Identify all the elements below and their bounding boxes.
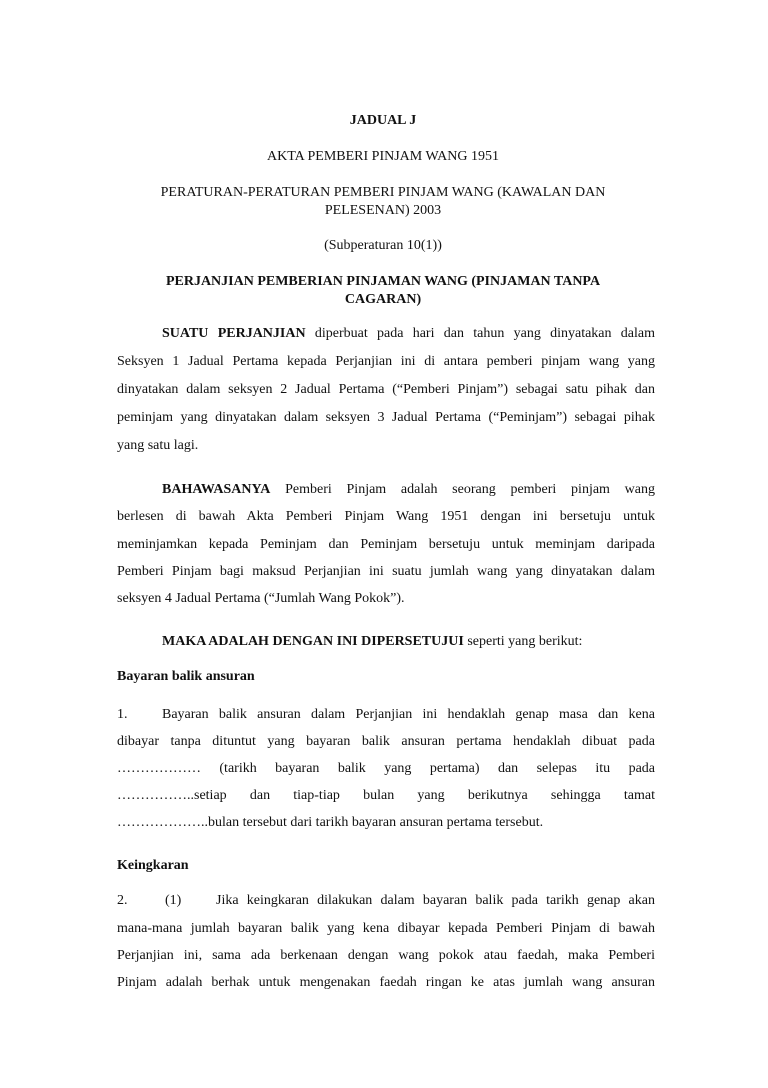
agreement-title-line2: CAGARAN) — [344, 292, 422, 307]
para1-line1 — [162, 325, 655, 343]
para2-line4: Pemberi Pinjam bagi maksud Perjanjian ini suatu jumlah wang yang dinyatakan dalam — [117, 564, 655, 579]
para2-line1-rest: Pemberi Pinjam adalah seorang pemberi pinjam wang — [270, 482, 655, 497]
section1-heading: Bayaran balik ansuran — [117, 669, 255, 684]
para1-line2: Seksyen 1 Jadual Pertama kepada Perjanjian ini di antara pemberi pinjam wang yang — [117, 354, 655, 369]
para1-line5: yang satu lagi. — [117, 438, 199, 453]
section2-heading: Keingkaran — [117, 858, 189, 873]
para1-lead: SUATU PERJANJIAN — [162, 326, 306, 341]
section2-number: 2. — [117, 893, 128, 908]
subregulation: (Subperaturan 10(1)) — [324, 238, 442, 253]
section1-line5: ………………..bulan tersebut dari tarikh bayaran ansuran pertama tersebut. — [117, 815, 544, 830]
schedule-title: JADUAL J — [349, 113, 417, 128]
agreement-title-line1: PERJANJIAN PEMBERIAN PINJAMAN WANG (PINJAMAN TANPA — [165, 274, 601, 289]
para2-line3: meminjamkan kepada Peminjam dan Peminjam bersetuju untuk meminjam daripada — [117, 537, 655, 552]
section2-line4: Pinjam adalah berhak untuk mengenakan faedah ringan ke atas jumlah wang ansuran — [117, 975, 655, 990]
para1-line4: peminjam yang dinyatakan dalam seksyen 3 Jadual Pertama (“Peminjam”) sebagai pihak — [117, 410, 655, 425]
para1-line3: dinyatakan dalam seksyen 2 Jadual Pertama (“Pemberi Pinjam”) sebagai satu pihak dan — [117, 382, 655, 397]
para1-line1-rest: diperbuat pada hari dan tahun yang dinyatakan dalam — [305, 326, 655, 341]
para3-rest: seperti yang berikut: — [463, 634, 583, 649]
regulations-title-line1: PERATURAN-PERATURAN PEMBERI PINJAM WANG (KAWALAN DAN — [160, 185, 606, 200]
act-title: AKTA PEMBERI PINJAM WANG 1951 — [267, 149, 499, 164]
section1-line4: ……………..setiap dan tiap-tiap bulan yang berikutnya sehingga tamat — [117, 788, 655, 803]
section2-line2: mana-mana jumlah bayaran balik yang kena dibayar kepada Pemberi Pinjam di bawah — [117, 921, 655, 936]
section1-line1: Bayaran balik ansuran dalam Perjanjian ini hendaklah genap masa dan kena — [162, 707, 655, 722]
para3-line — [162, 633, 655, 651]
section2-line1: Jika keingkaran dilakukan dalam bayaran balik pada tarikh genap akan — [216, 893, 655, 908]
para3-lead: MAKA ADALAH DENGAN INI DIPERSETUJUI — [162, 634, 464, 649]
section1-number: 1. — [117, 707, 128, 722]
section1-line3: ……………… (tarikh bayaran balik yang pertama) dan selepas itu pada — [117, 761, 655, 776]
section2-subnumber: (1) — [165, 893, 182, 908]
para2-lead: BAHAWASANYA — [162, 482, 271, 497]
para2-line2: berlesen di bawah Akta Pemberi Pinjam Wang 1951 dengan ini bersetuju untuk — [117, 509, 655, 524]
para2-line1 — [162, 481, 655, 499]
para2-line5: seksyen 4 Jadual Pertama (“Jumlah Wang Pokok”). — [117, 591, 405, 606]
regulations-title-line2: PELESENAN) 2003 — [324, 203, 442, 218]
section2-line3: Perjanjian ini, sama ada berkenaan dengan wang pokok atau faedah, maka Pemberi — [117, 948, 655, 963]
section1-line2: dibayar tanpa dituntut yang bayaran balik ansuran pertama hendaklah dibuat pada — [117, 734, 655, 749]
